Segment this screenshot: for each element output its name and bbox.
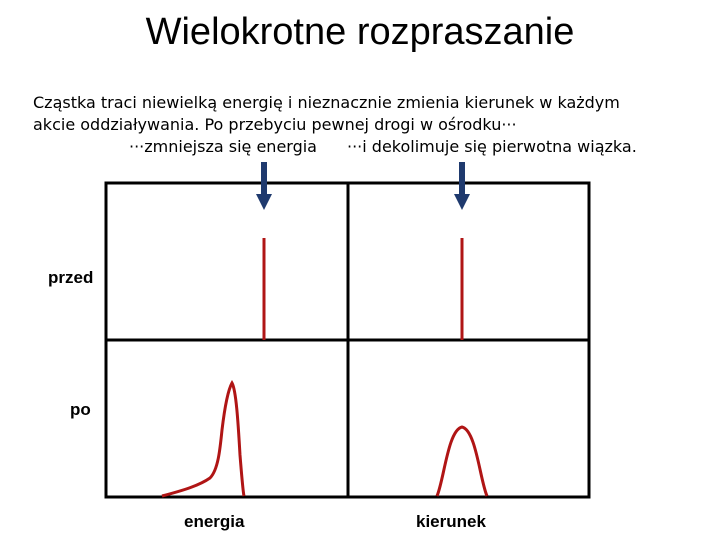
- direction-final-distribution: [437, 427, 487, 496]
- energy-arrow: [256, 162, 272, 210]
- column-label-energy: energia: [184, 512, 245, 531]
- row-label-after: po: [70, 400, 91, 419]
- intro-line-2: akcie oddziaływania. Po przebyciu pewnej drogi w ośrodku···: [33, 115, 517, 134]
- row-label-before: przed: [48, 268, 94, 287]
- intro-direction-note: ···i dekolimuje się pierwotna wiązka.: [347, 137, 637, 156]
- panel-grid: [106, 183, 589, 497]
- intro-energy-note: ···zmniejsza się energia: [129, 137, 317, 156]
- intro-line-1: Cząstka traci niewielką energię i nieznacznie zmienia kierunek w każdym: [33, 93, 620, 112]
- page-title: Wielokrotne rozpraszanie: [145, 11, 575, 53]
- energy-final-distribution: [162, 383, 244, 496]
- column-label-direction: kierunek: [416, 512, 486, 531]
- direction-arrow: [454, 162, 470, 210]
